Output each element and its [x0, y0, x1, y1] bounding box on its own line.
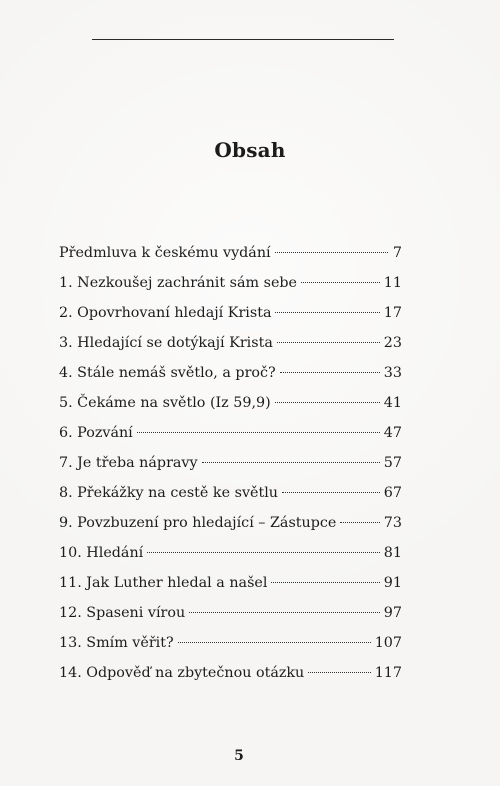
- toc-entry-label: 11. Jak Luther hledal a našel: [59, 575, 268, 591]
- toc-entry: [59, 448, 402, 478]
- toc-leader-dots: [275, 312, 379, 313]
- toc-leader-dots: [277, 342, 380, 343]
- toc-leader-dots: [271, 582, 379, 583]
- toc-leader-dots: [147, 552, 380, 553]
- toc-entry: [59, 568, 402, 598]
- toc-entry: [59, 238, 402, 268]
- toc-entry: [59, 358, 402, 388]
- toc-entry-label: 2. Opovrhovaní hledají Krista: [59, 305, 272, 321]
- toc-entry-label: 8. Překážky na cestě ke světlu: [59, 485, 279, 501]
- toc-entry: [59, 388, 402, 418]
- toc-entry-label: 1. Nezkoušej zachránit sám sebe: [59, 275, 298, 291]
- toc-leader-dots: [202, 462, 380, 463]
- toc-entry-label: 6. Pozvání: [59, 425, 133, 441]
- toc-entry-label: 9. Povzbuzení pro hledající – Zástupce: [59, 515, 337, 531]
- toc-entry: [59, 538, 402, 568]
- toc-entry-page: 57: [383, 455, 402, 471]
- toc-entry-page: 7: [392, 245, 402, 261]
- toc-leader-dots: [178, 642, 371, 643]
- toc-entry-label: 12. Spaseni vírou: [59, 605, 186, 621]
- header-rule: [92, 39, 394, 40]
- toc-leader-dots: [282, 492, 380, 493]
- toc-entry: [59, 508, 402, 538]
- toc-entry-page: 107: [374, 635, 402, 651]
- toc-entry-page: 73: [383, 515, 402, 531]
- toc-entry-page: 117: [374, 665, 402, 681]
- toc-entry: [59, 328, 402, 358]
- toc-entry-page: 47: [383, 425, 402, 441]
- toc-leader-dots: [137, 432, 380, 433]
- table-of-contents: [59, 238, 402, 688]
- toc-entry: [59, 478, 402, 508]
- toc-entry-page: 17: [383, 305, 402, 321]
- toc-entry-page: 81: [383, 545, 402, 561]
- toc-entry-label: 10. Hledání: [59, 545, 144, 561]
- toc-entry: [59, 268, 402, 298]
- toc-entry-label: Předmluva k českému vydání: [59, 245, 271, 261]
- toc-entry-label: 4. Stále nemáš světlo, a proč?: [59, 365, 276, 381]
- page-title: Obsah: [214, 138, 286, 162]
- toc-leader-dots: [275, 402, 380, 403]
- toc-entry: [59, 598, 402, 628]
- toc-entry-label: 13. Smím věřit?: [59, 635, 174, 651]
- toc-entry-page: 23: [383, 335, 402, 351]
- toc-leader-dots: [189, 612, 380, 613]
- toc-entry-page: 33: [383, 365, 402, 381]
- toc-entry-page: 41: [383, 395, 402, 411]
- toc-entry: [59, 628, 402, 658]
- toc-entry-page: 91: [383, 575, 402, 591]
- toc-entry-label: 5. Čekáme na světlo (Iz 59,9): [59, 395, 271, 411]
- toc-leader-dots: [308, 672, 370, 673]
- toc-entry: [59, 658, 402, 688]
- toc-leader-dots: [340, 522, 379, 523]
- toc-entry-label: 3. Hledající se dotýkají Krista: [59, 335, 273, 351]
- toc-entry-page: 11: [383, 275, 402, 291]
- toc-entry-label: 7. Je třeba nápravy: [59, 455, 198, 471]
- toc-entry-page: 97: [383, 605, 402, 621]
- toc-leader-dots: [275, 252, 388, 253]
- toc-entry-page: 67: [383, 485, 402, 501]
- toc-entry-label: 14. Odpověď na zbytečnou otázku: [59, 665, 305, 681]
- toc-entry: [59, 418, 402, 448]
- toc-leader-dots: [280, 372, 380, 373]
- page-number: 5: [234, 748, 244, 764]
- toc-leader-dots: [301, 282, 380, 283]
- toc-entry: [59, 298, 402, 328]
